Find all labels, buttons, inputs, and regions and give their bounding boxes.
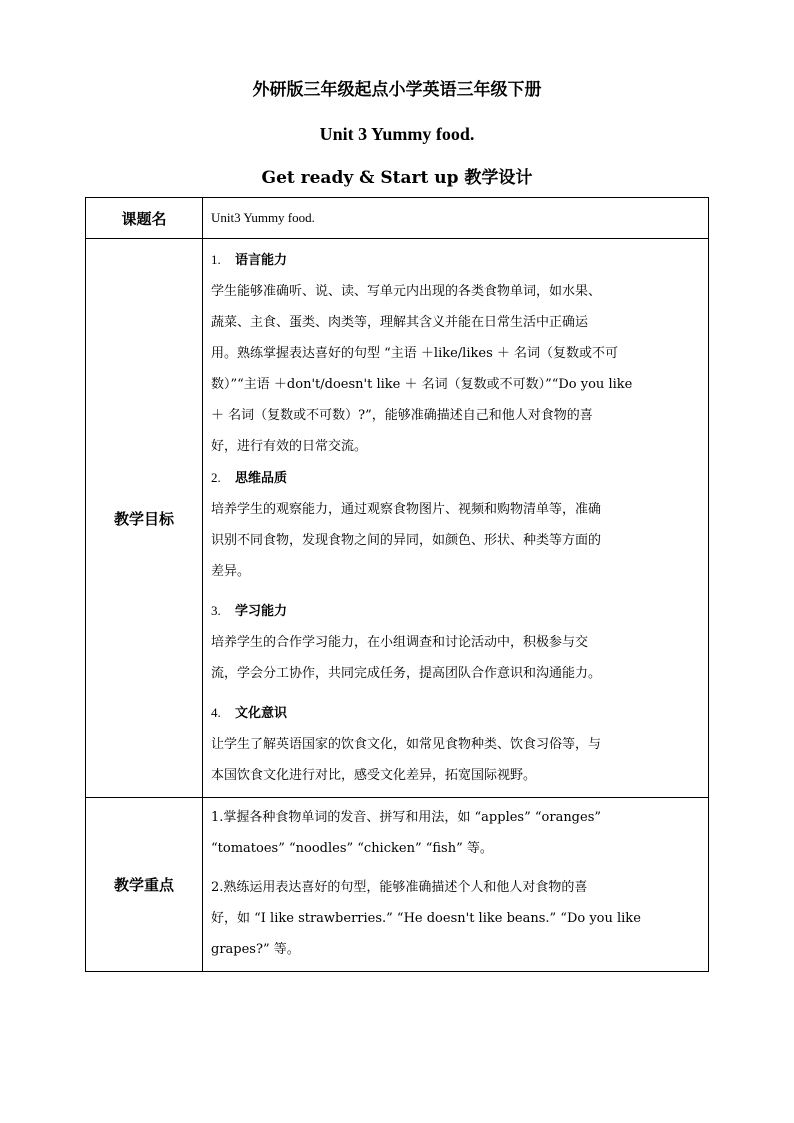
objective-line: 让学生了解英语国家的饮食文化，如常见食物种类、饮食习俗等，与: [211, 737, 602, 752]
objectives-content: [203, 239, 709, 798]
topic-value: Unit3 Yummy food.: [203, 198, 709, 239]
objective-line: 识别不同食物，发现食物之间的异同，如颜色、形状、种类等方面的: [211, 533, 602, 548]
objective-line: 好，进行有效的日常交流。: [211, 439, 368, 454]
objective-heading: 1. 语言能力: [211, 252, 288, 268]
lesson-title: Get ready & Start up 教学设计: [261, 168, 533, 188]
objectives-label: 教学目标: [86, 239, 203, 798]
objective-line: 用。熟练掌握表达喜好的句型 “主语 ＋like/likes ＋ 名词（复数或不可: [211, 346, 618, 361]
objective-line: 培养学生的合作学习能力，在小组调查和讨论活动中，积极参与交: [211, 635, 589, 650]
objective-line: 蔬菜、主食、蛋类、肉类等，理解其含义并能在日常生活中正确运: [211, 315, 589, 330]
key-points-label: 教学重点: [86, 798, 203, 972]
key-points-row: [86, 798, 709, 972]
objective-line: 培养学生的观察能力，通过观察食物图片、视频和购物清单等，准确: [211, 502, 602, 517]
unit-title: Unit 3 Yummy food.: [319, 124, 475, 144]
key-point-line: 1.掌握各种食物单词的发音、拼写和用法，如 “apples” “oranges”: [211, 810, 602, 825]
objective-line: 学生能够准确听、说、读、写单元内出现的各类食物单词，如水果、: [211, 284, 602, 299]
objective-line: 差异。: [211, 564, 251, 579]
document-title: 外研版三年级起点小学英语三年级下册: [252, 80, 542, 100]
key-point-line: “tomatoes” “noodles” “chicken” “fish” 等。: [211, 841, 493, 856]
topic-row: [86, 198, 709, 239]
objective-heading: 2. 思维品质: [211, 470, 288, 486]
objective-line: 数）”“主语 ＋don't/doesn't like ＋ 名词（复数或不可数）”“Do you like: [211, 377, 633, 392]
objective-line: 流，学会分工协作，共同完成任务，提高团队合作意识和沟通能力。: [211, 666, 602, 681]
topic-label: 课题名: [86, 198, 203, 239]
key-point-line: grapes?” 等。: [211, 942, 300, 957]
key-points-content: [203, 798, 709, 972]
objective-line: 本国饮食文化进行对比，感受文化差异，拓宽国际视野。: [211, 768, 537, 783]
objective-line: ＋ 名词（复数或不可数）?”，能够准确描述自己和他人对食物的喜: [211, 408, 593, 423]
document-header: [0, 80, 794, 188]
lesson-plan-table: [85, 197, 709, 972]
objectives-row: [86, 239, 709, 798]
key-point-line: 好，如 “I like strawberries.” “He doesn't like beans.” “Do you like: [211, 911, 641, 926]
objective-heading: 3. 学习能力: [211, 603, 288, 619]
key-point-line: 2.熟练运用表达喜好的句型，能够准确描述个人和他人对食物的喜: [211, 880, 588, 895]
objective-heading: 4. 文化意识: [211, 705, 288, 721]
